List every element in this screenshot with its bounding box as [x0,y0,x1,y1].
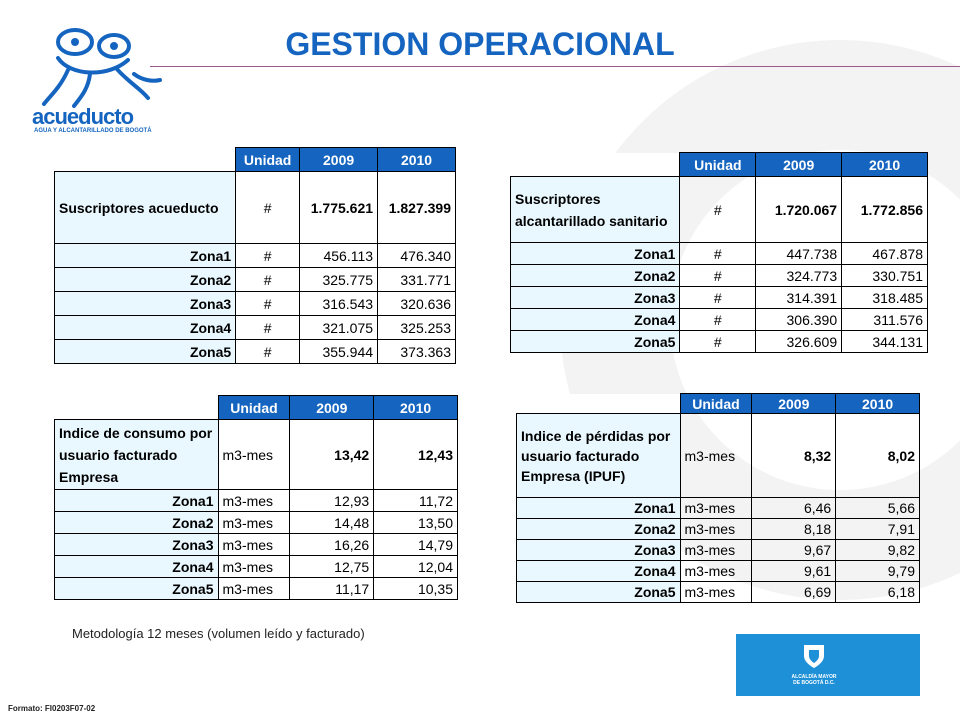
row-2009: 321.075 [300,316,378,340]
row-label: Zona5 [511,331,680,353]
row-2010: 14,79 [374,534,458,556]
row-2009: 447.738 [756,243,842,265]
row-2010: 6,18 [836,582,920,603]
row-2010: 476.340 [378,244,456,268]
header-2009: 2009 [300,148,378,172]
logo-name: acueducto [32,104,134,129]
row-2010: 325.253 [378,316,456,340]
row-label: Zona3 [511,287,680,309]
logo-subtitle: AGUA Y ALCANTARILLADO DE BOGOTÁ [34,128,152,134]
total-2009: 1.720.067 [756,177,842,243]
bogota-line2: DE BOGOTÁ D.C. [793,680,835,686]
table-row [55,340,456,364]
row-unit: # [680,243,756,265]
row-2009: 326.609 [756,331,842,353]
bogota-label [784,674,844,686]
row-2009: 8,18 [752,519,836,540]
row-unit: # [680,309,756,331]
row-2010: 12,04 [374,556,458,578]
row-unit: m3-mes [218,534,290,556]
total-unit: m3-mes [680,414,752,498]
row-label: Zona2 [511,265,680,287]
header-2010: 2010 [374,396,458,420]
table-row [55,316,456,340]
row-label: Zona3 [55,292,236,316]
row-unit: m3-mes [218,578,290,600]
table-row [55,244,456,268]
bogota-shield-icon [800,642,828,670]
total-label: Indice de pérdidas por usuario facturado Empresa (IPUF) [517,414,681,498]
row-label: Zona1 [517,498,681,519]
row-unit: # [680,287,756,309]
table-row [517,519,920,540]
header-unidad: Unidad [680,394,752,414]
total-2010: 1.827.399 [378,172,456,244]
total-label: Suscriptores alcantarillado sanitario [511,177,680,243]
total-2009: 1.775.621 [300,172,378,244]
row-label: Zona2 [55,268,236,292]
total-2009: 8,32 [752,414,836,498]
total-unit: m3-mes [218,420,290,490]
row-2009: 9,61 [752,561,836,582]
total-unit: # [680,177,756,243]
row-label: Zona4 [55,316,236,340]
table-row [517,498,920,519]
methodology-footnote: Metodología 12 meses (volumen leído y facturado) [72,626,365,641]
header-unidad: Unidad [218,396,290,420]
row-label: Zona4 [55,556,219,578]
total-2010: 8,02 [836,414,920,498]
table-row [511,265,928,287]
header-blank [55,396,219,420]
row-label: Zona2 [55,512,219,534]
total-label: Suscriptores acueducto [55,172,236,244]
row-label: Zona5 [517,582,681,603]
row-2010: 311.576 [842,309,928,331]
row-2009: 9,67 [752,540,836,561]
header-2010: 2010 [842,153,928,177]
row-unit: # [236,268,300,292]
row-label: Zona2 [517,519,681,540]
row-unit: # [236,292,300,316]
header-unidad: Unidad [680,153,756,177]
row-2010: 9,82 [836,540,920,561]
row-unit: # [680,265,756,287]
table-row [55,534,458,556]
row-unit: m3-mes [680,519,752,540]
table-suscriptores-acueducto [54,147,456,364]
table-row [511,287,928,309]
total-label: Indice de consumo por usuario facturado Empresa [55,420,219,490]
row-2010: 11,72 [374,490,458,512]
header-2010: 2010 [378,148,456,172]
row-2010: 10,35 [374,578,458,600]
row-unit: # [236,316,300,340]
bogota-line1: ALCALDÍA MAYOR [791,674,837,680]
table-suscriptores-alcantarillado [510,152,928,353]
row-2009: 11,17 [290,578,374,600]
row-unit: # [236,340,300,364]
row-2009: 16,26 [290,534,374,556]
header-2009: 2009 [290,396,374,420]
row-label: Zona3 [517,540,681,561]
row-unit: # [236,244,300,268]
total-unit: # [236,172,300,244]
row-2009: 324.773 [756,265,842,287]
table-indice-consumo [54,395,458,600]
header-2009: 2009 [752,394,836,414]
header-unidad: Unidad [236,148,300,172]
total-2010: 1.772.856 [842,177,928,243]
row-2010: 467.878 [842,243,928,265]
bogota-badge [736,634,920,696]
row-2010: 330.751 [842,265,928,287]
table-row [55,512,458,534]
row-2010: 5,66 [836,498,920,519]
row-label: Zona3 [55,534,219,556]
table-row [511,243,928,265]
total-2009: 13,42 [290,420,374,490]
header-blank [511,153,680,177]
table-row [511,309,928,331]
table-row [55,578,458,600]
row-unit: m3-mes [218,512,290,534]
row-2009: 6,46 [752,498,836,519]
row-label: Zona5 [55,578,219,600]
total-2010: 12,43 [374,420,458,490]
table-indice-perdidas [516,393,920,603]
row-2009: 456.113 [300,244,378,268]
row-label: Zona1 [511,243,680,265]
table-row [517,582,920,603]
row-2010: 9,79 [836,561,920,582]
page-title: GESTION OPERACIONAL [285,26,675,62]
row-unit: m3-mes [218,556,290,578]
row-2010: 320.636 [378,292,456,316]
row-2009: 355.944 [300,340,378,364]
row-2010: 373.363 [378,340,456,364]
row-unit: m3-mes [218,490,290,512]
format-code: Formato: FI0203F07-02 [8,704,96,713]
header-blank [55,148,236,172]
row-label: Zona4 [517,561,681,582]
table-row [55,556,458,578]
table-row [517,540,920,561]
row-unit: m3-mes [680,561,752,582]
row-2010: 318.485 [842,287,928,309]
row-2010: 7,91 [836,519,920,540]
row-label: Zona1 [55,244,236,268]
row-label: Zona1 [55,490,219,512]
header-2010: 2010 [836,394,920,414]
row-2009: 316.543 [300,292,378,316]
row-2010: 344.131 [842,331,928,353]
table-row [511,331,928,353]
row-label: Zona4 [511,309,680,331]
table-row [55,292,456,316]
row-unit: m3-mes [680,540,752,561]
row-unit: m3-mes [680,498,752,519]
row-label: Zona5 [55,340,236,364]
header-blank [517,394,681,414]
row-2009: 314.391 [756,287,842,309]
row-2009: 6,69 [752,582,836,603]
header-2009: 2009 [756,153,842,177]
table-row [517,561,920,582]
row-unit: m3-mes [680,582,752,603]
row-2009: 306.390 [756,309,842,331]
row-2010: 331.771 [378,268,456,292]
row-2010: 13,50 [374,512,458,534]
row-2009: 12,75 [290,556,374,578]
row-2009: 325.775 [300,268,378,292]
row-2009: 14,48 [290,512,374,534]
title-divider [150,66,960,67]
table-row [55,268,456,292]
table-row [55,490,458,512]
row-unit: # [680,331,756,353]
row-2009: 12,93 [290,490,374,512]
